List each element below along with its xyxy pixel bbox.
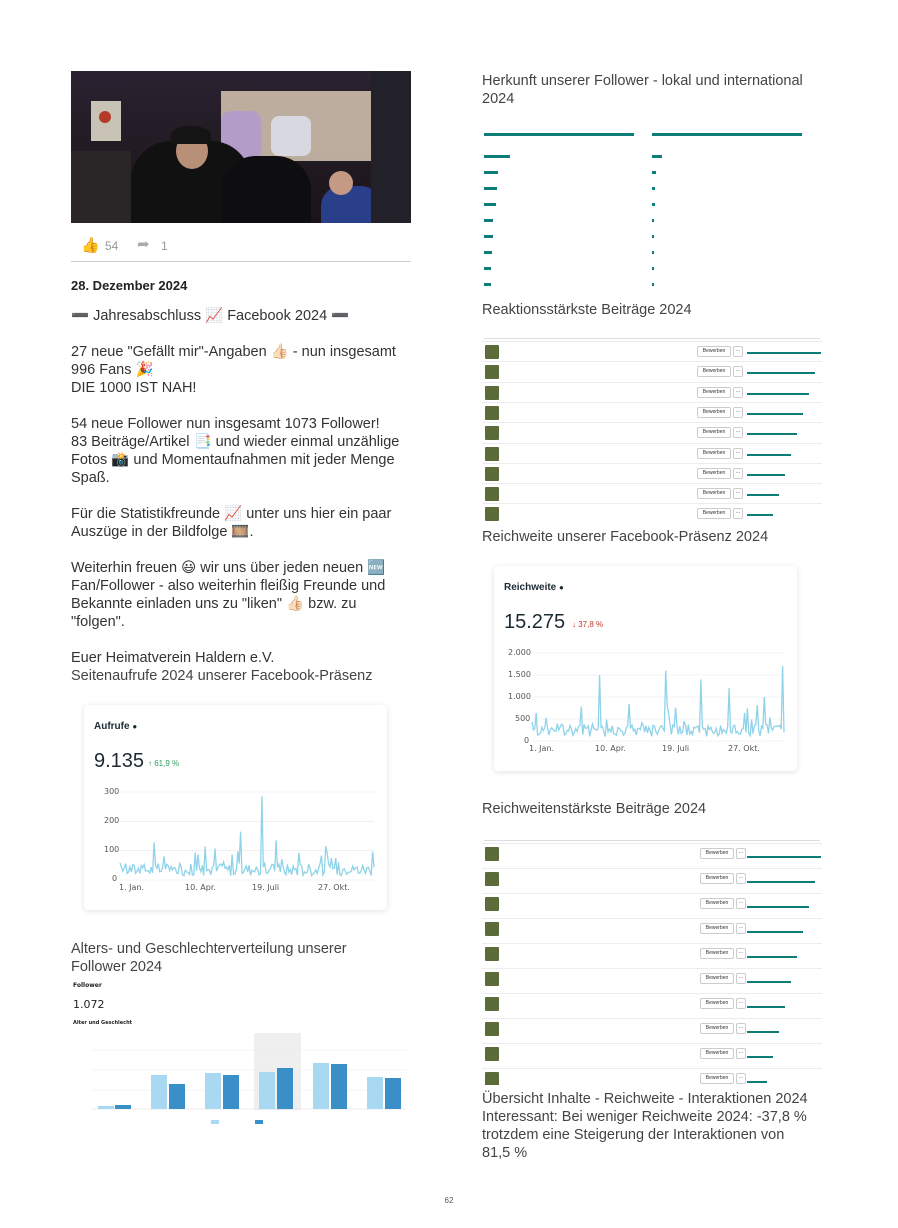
post-line: 54 neue Follower nun insgesamt 1073 Follower!: [71, 416, 380, 432]
more-button[interactable]: ···: [736, 873, 746, 884]
post-line-empty: [71, 631, 416, 649]
promote-button[interactable]: Bewerben: [700, 848, 734, 859]
x-tick: 1. Jan.: [119, 883, 145, 892]
x-tick: 10. Apr.: [185, 883, 216, 892]
post-thumbnail[interactable]: [485, 1022, 499, 1036]
like-count: 54: [105, 239, 119, 253]
post-thumbnail[interactable]: [485, 997, 499, 1011]
follower-age-chart: [71, 980, 411, 1130]
bar-men[interactable]: [223, 1075, 239, 1109]
bar-men[interactable]: [277, 1068, 293, 1109]
more-button[interactable]: ···: [736, 923, 746, 934]
follower-subtitle: Alter und Geschlecht: [73, 1020, 133, 1026]
reichweite-delta: ↓ 37,8 %: [572, 620, 604, 629]
y-tick: 300: [104, 787, 120, 796]
x-tick: 19. Juli: [662, 744, 690, 753]
bar-men[interactable]: [115, 1105, 131, 1109]
promote-button[interactable]: Bewerben: [700, 948, 734, 959]
post-thumbnail[interactable]: [485, 386, 499, 400]
reichweite-value: 15.275: [504, 611, 566, 633]
promote-button[interactable]: Bewerben: [697, 448, 731, 459]
metric-bar: [747, 413, 803, 415]
post-line-empty: [71, 325, 416, 343]
caption-herkunft-line: Herkunft unserer Follower - lokal und international: [482, 73, 803, 89]
post-line: DIE 1000 IST NAH!: [71, 380, 197, 396]
metric-bar: [747, 931, 803, 933]
reichweite-card: [494, 566, 797, 771]
promote-button[interactable]: Bewerben: [700, 1048, 734, 1059]
more-button[interactable]: ···: [733, 407, 743, 418]
post-thumbnail[interactable]: [485, 922, 499, 936]
aufrufe-value: 9.135: [94, 750, 145, 772]
post-thumbnail[interactable]: [485, 345, 499, 359]
more-button[interactable]: ···: [733, 427, 743, 438]
metric-bar: [747, 494, 779, 496]
post-thumbnail[interactable]: [485, 1047, 499, 1061]
post-thumbnail[interactable]: [485, 1072, 499, 1085]
caption-reichweite-beitraege: Reichweitenstärkste Beiträge 2024: [482, 801, 707, 817]
post-line-empty: [71, 487, 416, 505]
y-tick: 200: [104, 816, 120, 825]
reaktion-table: [482, 325, 822, 521]
table-row[interactable]: [482, 341, 822, 361]
table-row[interactable]: [482, 968, 822, 988]
table-row[interactable]: [482, 1068, 822, 1085]
bar-men[interactable]: [385, 1078, 401, 1109]
post-line: Spaß.: [71, 470, 110, 486]
caption-uebersicht-line: 81,5 %: [482, 1145, 528, 1161]
caption-alter: [71, 940, 347, 976]
more-button[interactable]: ···: [733, 448, 743, 459]
bar-women[interactable]: [259, 1072, 275, 1109]
metric-bar: [747, 1056, 773, 1058]
reichweite-series-line: [532, 666, 784, 736]
promote-button[interactable]: Bewerben: [700, 873, 734, 884]
table-row[interactable]: [482, 422, 822, 442]
post-thumbnail[interactable]: [485, 365, 499, 379]
post-line: Bekannte einladen uns zu "liken" 👍🏻 bzw. zu: [71, 596, 357, 612]
table-row[interactable]: [482, 382, 822, 402]
post-thumbnail[interactable]: [485, 947, 499, 961]
info-icon[interactable]: ●: [559, 583, 564, 592]
share-icon[interactable]: ➦: [137, 236, 150, 253]
post-thumbnail[interactable]: [485, 447, 499, 461]
more-button[interactable]: ···: [733, 508, 743, 519]
table-row[interactable]: [482, 402, 822, 422]
aufrufe-series-line: [120, 796, 374, 875]
post-line: Fan/Follower - also weiterhin fleißig Freunde und: [71, 578, 386, 594]
post-thumbnail[interactable]: [485, 872, 499, 886]
aufrufe-line-chart: [84, 705, 387, 910]
caption-uebersicht-line: trotzdem eine Steigerung der Interaktionen von: [482, 1127, 785, 1143]
post-thumbnail[interactable]: [485, 426, 499, 440]
y-tick: 1.000: [508, 692, 531, 701]
more-button[interactable]: ···: [733, 488, 743, 499]
bar-men[interactable]: [169, 1084, 185, 1109]
caption-reaktion: Reaktionsstärkste Beiträge 2024: [482, 302, 692, 318]
more-button[interactable]: ···: [736, 848, 746, 859]
top-countries: [652, 133, 802, 286]
follower-bars: [71, 1030, 411, 1130]
post-line: ➖ Jahresabschluss 📈 Facebook 2024 ➖: [71, 308, 350, 324]
aufrufe-delta: ↑ 61,9 %: [148, 759, 180, 768]
metric-bar: [747, 514, 773, 516]
metric-bar: [747, 1006, 785, 1008]
table-row[interactable]: [482, 843, 822, 863]
more-button[interactable]: ···: [736, 898, 746, 909]
metric-bar: [747, 856, 821, 858]
promote-button[interactable]: Bewerben: [700, 1073, 734, 1084]
metric-bar: [747, 956, 797, 958]
metric-bar: [747, 1081, 767, 1083]
promote-button[interactable]: Bewerben: [697, 508, 731, 519]
bar-women[interactable]: [367, 1077, 383, 1109]
post-line: 27 neue "Gefällt mir"-Angaben 👍🏻 - nun insgesamt: [71, 344, 396, 360]
post-thumbnail[interactable]: [485, 406, 499, 420]
promote-button[interactable]: Bewerben: [700, 998, 734, 1009]
promote-button[interactable]: Bewerben: [697, 427, 731, 438]
more-button[interactable]: ···: [736, 1073, 746, 1084]
table-row[interactable]: [482, 361, 822, 381]
more-button[interactable]: ···: [733, 387, 743, 398]
more-button[interactable]: ···: [733, 468, 743, 479]
more-button[interactable]: ···: [736, 1023, 746, 1034]
more-button[interactable]: ···: [736, 998, 746, 1009]
post-body: [71, 307, 416, 667]
like-icon[interactable]: 👍: [81, 237, 100, 254]
y-tick: 100: [104, 845, 120, 854]
post-line: 83 Beiträge/Artikel 📑 und wieder einmal unzählige: [71, 434, 400, 450]
metric-bar: [747, 352, 821, 354]
reichweite-line-chart: [494, 566, 797, 771]
caption-aufrufe: Seitenaufrufe 2024 unserer Facebook-Präsenz: [71, 668, 373, 684]
reichweite-table: [482, 823, 822, 1085]
promote-button[interactable]: Bewerben: [700, 973, 734, 984]
caption-uebersicht-line: Interessant: Bei weniger Reichweite 2024: -37,8 %: [482, 1109, 807, 1125]
x-tick: 27. Okt.: [728, 744, 760, 753]
metric-bar: [747, 906, 809, 908]
y-tick: 0: [524, 736, 530, 745]
caption-reichweite: Reichweite unserer Facebook-Präsenz 2024: [482, 529, 769, 545]
more-button[interactable]: ···: [733, 366, 743, 377]
promote-button[interactable]: Bewerben: [700, 898, 734, 909]
x-tick: 10. Apr.: [595, 744, 626, 753]
post-thumbnail[interactable]: [485, 487, 499, 501]
metric-bar: [747, 393, 809, 395]
post-line: Weiterhin freuen 😃 wir uns über jeden neuen 🆕: [71, 560, 386, 576]
post-thumbnail[interactable]: [485, 972, 499, 986]
metric-bar: [747, 372, 815, 374]
caption-alter-line: Follower 2024: [71, 959, 163, 975]
legend-swatch: [255, 1120, 263, 1124]
promote-button[interactable]: Bewerben: [700, 923, 734, 934]
post-thumbnail[interactable]: [485, 467, 499, 481]
x-tick: 19. Juli: [252, 883, 280, 892]
metric-bar: [747, 433, 797, 435]
y-tick: 1.500: [508, 670, 531, 679]
table-row[interactable]: [482, 443, 822, 463]
table-row[interactable]: [482, 463, 822, 483]
share-count: 1: [161, 239, 168, 253]
bar-women[interactable]: [205, 1073, 221, 1109]
bar-women[interactable]: [98, 1106, 114, 1109]
promote-button[interactable]: Bewerben: [697, 468, 731, 479]
metric-bar: [747, 1031, 779, 1033]
table-row[interactable]: [482, 503, 822, 521]
caption-herkunft-line: 2024: [482, 91, 515, 107]
metric-bar: [747, 981, 791, 983]
more-button[interactable]: ···: [736, 1048, 746, 1059]
post-line-empty: [71, 397, 416, 415]
y-tick: 2.000: [508, 648, 531, 657]
table-header: [484, 827, 820, 841]
post-line: "folgen".: [71, 614, 125, 630]
more-button[interactable]: ···: [736, 948, 746, 959]
promote-button[interactable]: Bewerben: [697, 488, 731, 499]
table-header: [484, 329, 820, 339]
post-line: 996 Fans 🎉: [71, 362, 154, 378]
reaction-bar: [71, 234, 411, 262]
x-tick: 1. Jan.: [529, 744, 555, 753]
top-cities: [484, 133, 634, 286]
post-line: Für die Statistikfreunde 📈 unter uns hier ein paar: [71, 506, 392, 522]
table-row[interactable]: [482, 1018, 822, 1038]
table-row[interactable]: [482, 1043, 822, 1063]
table-row[interactable]: [482, 483, 822, 503]
post-thumbnail[interactable]: [485, 847, 499, 861]
table-row[interactable]: [482, 943, 822, 963]
more-button[interactable]: ···: [733, 346, 743, 357]
promote-button[interactable]: Bewerben: [697, 346, 731, 357]
table-row[interactable]: [482, 893, 822, 913]
x-tick: 27. Okt.: [318, 883, 350, 892]
more-button[interactable]: ···: [736, 973, 746, 984]
caption-uebersicht-line: Übersicht Inhalte - Reichweite - Interaktionen 2024: [482, 1091, 808, 1107]
caption-herkunft: [482, 72, 803, 108]
post-thumbnail[interactable]: [485, 507, 499, 521]
bar-women[interactable]: [151, 1075, 167, 1109]
post-date: 28. Dezember 2024: [71, 278, 188, 293]
aufrufe-card: [84, 705, 387, 910]
metric-bar: [747, 881, 815, 883]
caption-uebersicht: [482, 1090, 808, 1162]
page-number: 62: [444, 1196, 454, 1205]
post-line-empty: [71, 541, 416, 559]
promote-button[interactable]: Bewerben: [697, 407, 731, 418]
table-row[interactable]: [482, 993, 822, 1013]
y-tick: 500: [515, 714, 531, 723]
event-photo: [71, 71, 411, 223]
aufrufe-title-text: Aufrufe: [94, 721, 130, 732]
follower-value: 1.072: [73, 998, 105, 1011]
promote-button[interactable]: Bewerben: [700, 1023, 734, 1034]
metric-bar: [747, 454, 791, 456]
promote-button[interactable]: Bewerben: [697, 366, 731, 377]
post-line: Auszüge in der Bildfolge 🎞️.: [71, 524, 254, 540]
caption-alter-line: Alters- und Geschlechterverteilung unserer: [71, 941, 347, 957]
table-row[interactable]: [482, 918, 822, 938]
bar-women[interactable]: [313, 1063, 329, 1109]
bar-men[interactable]: [331, 1064, 347, 1109]
reichweite-title-text: Reichweite: [504, 582, 557, 593]
post-line: Fotos 📸 und Momentaufnahmen mit jeder Menge: [71, 452, 395, 468]
post-thumbnail[interactable]: [485, 897, 499, 911]
table-row[interactable]: [482, 868, 822, 888]
legend-swatch: [211, 1120, 219, 1124]
post-line: Euer Heimatverein Haldern e.V.: [71, 650, 275, 666]
y-tick: 0: [112, 874, 118, 883]
follower-title: Follower: [73, 982, 102, 989]
info-icon[interactable]: ●: [132, 722, 138, 731]
herkunft-bars: [482, 114, 822, 290]
promote-button[interactable]: Bewerben: [697, 387, 731, 398]
metric-bar: [747, 474, 785, 476]
